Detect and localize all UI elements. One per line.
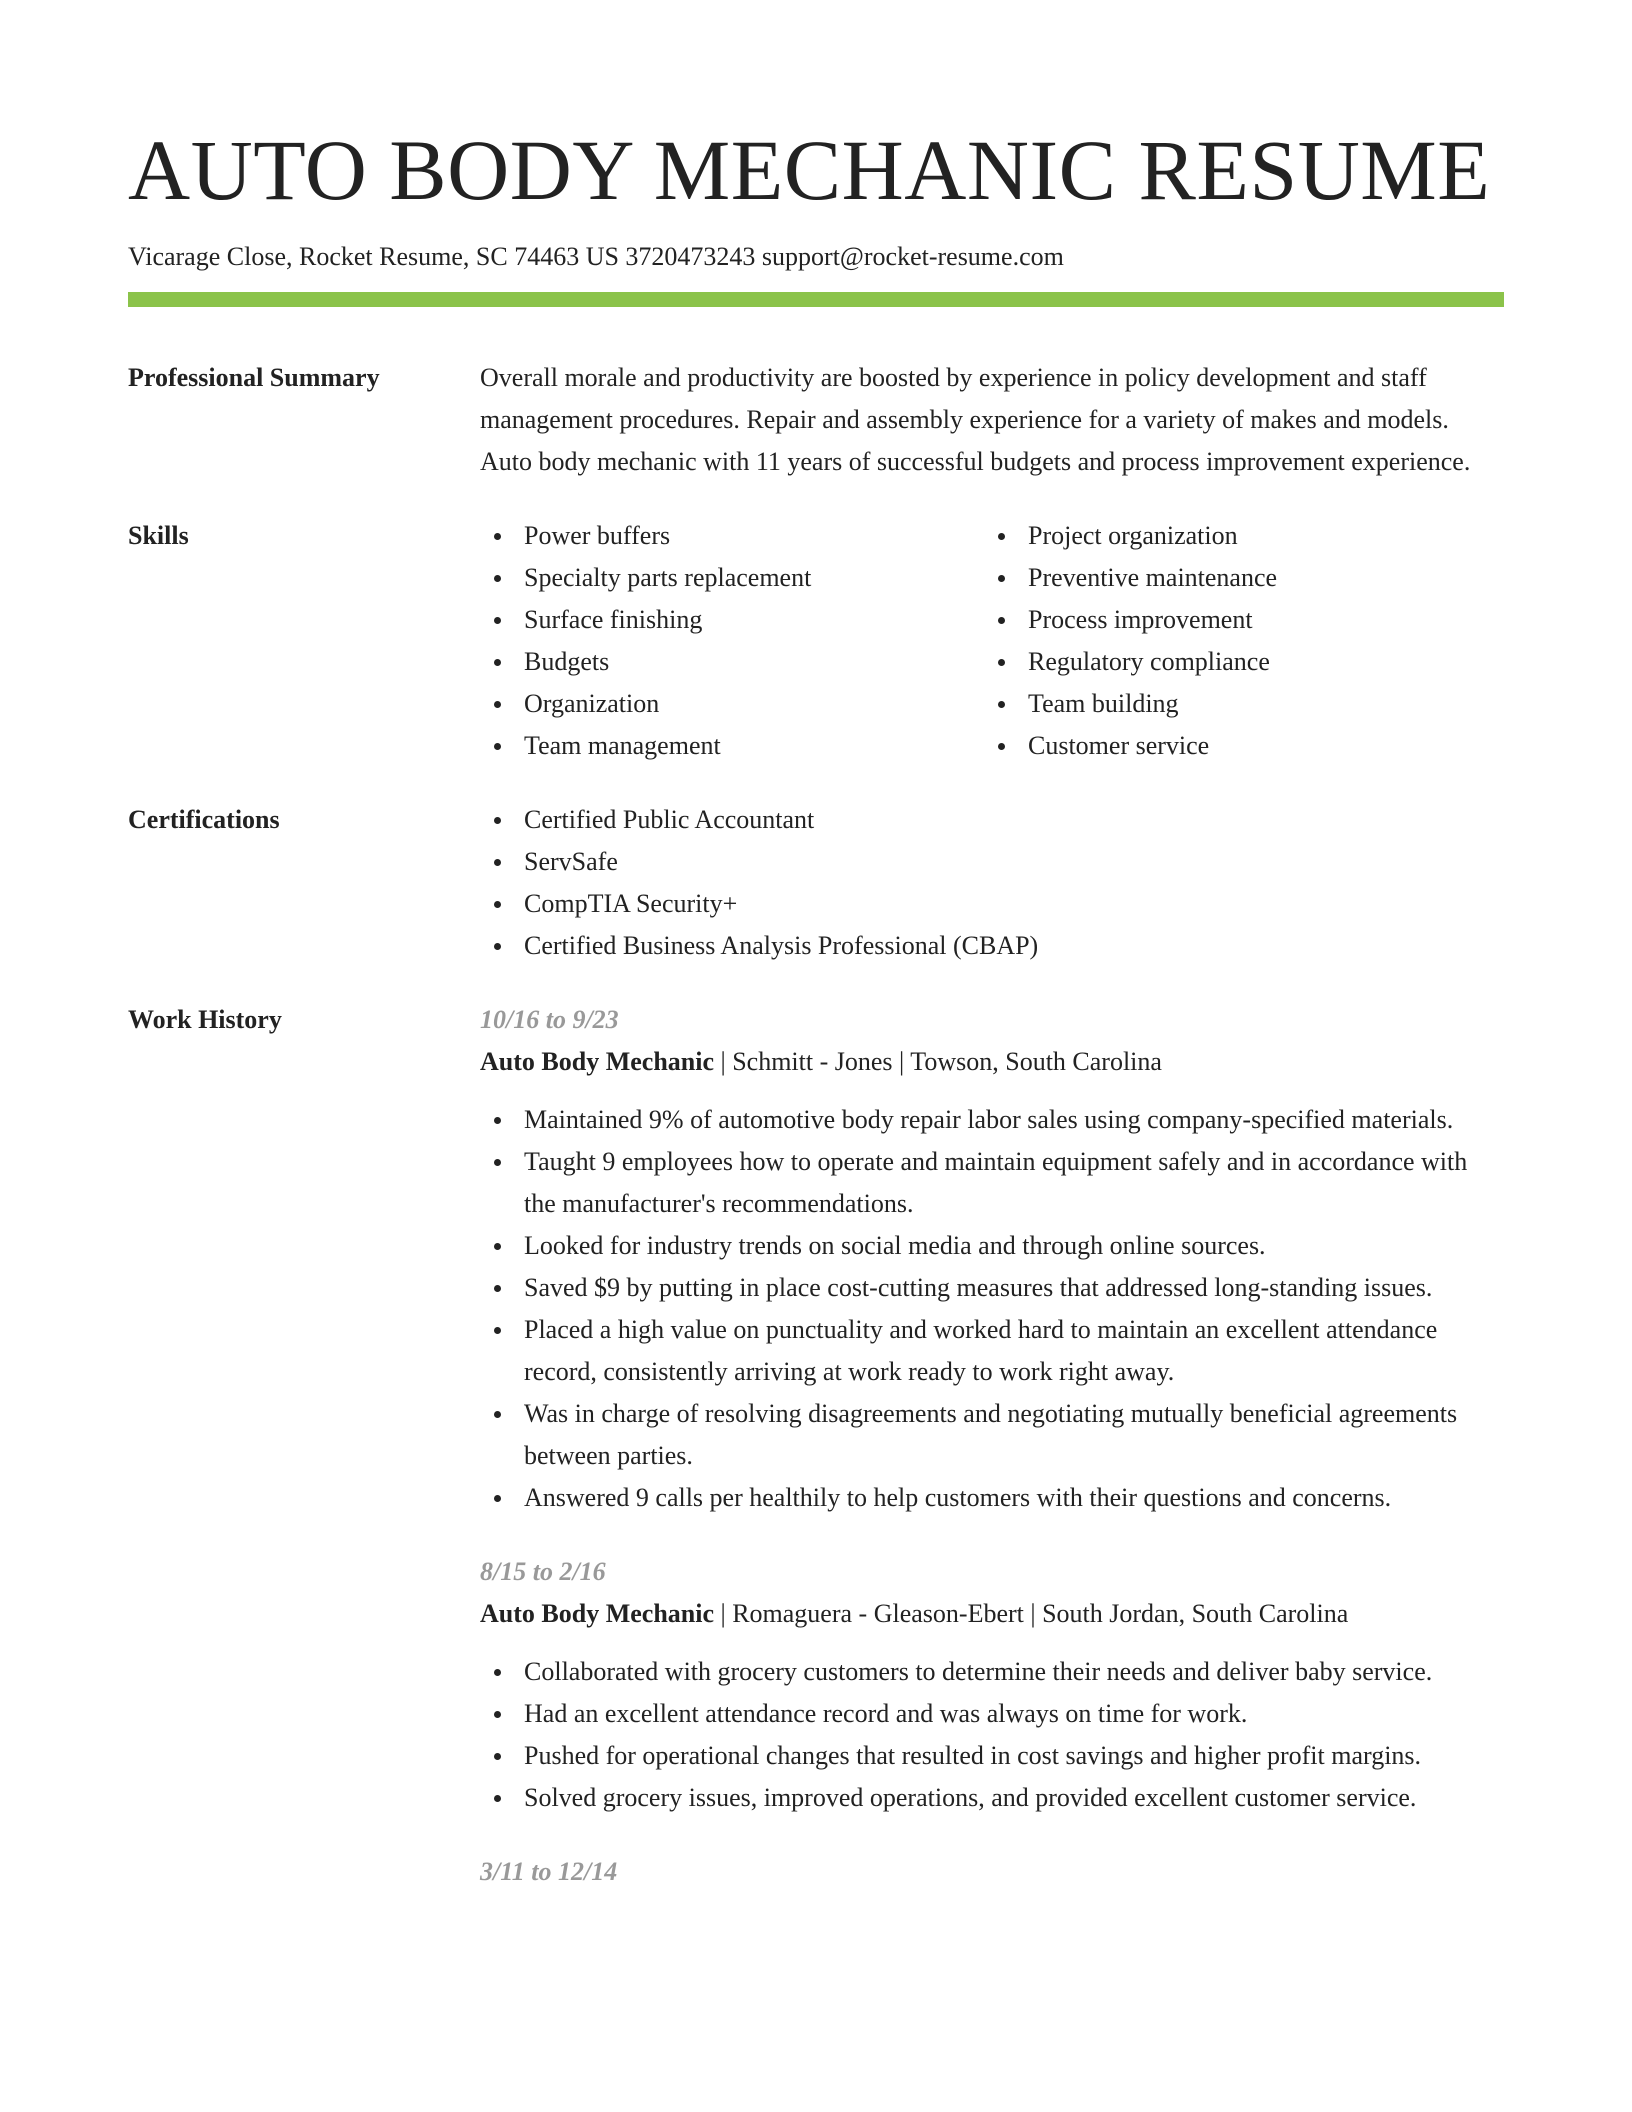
skill-item: Budgets: [480, 641, 984, 683]
job-title-line: [480, 1041, 1504, 1083]
skills-heading: Skills: [128, 521, 189, 550]
contact-line: Vicarage Close, Rocket Resume, SC 74463 US 3720473243 support@rocket-resume.com: [128, 242, 1064, 271]
job-title: Auto Body Mechanic: [480, 1599, 714, 1628]
resume-page: [128, 0, 1504, 1893]
skill-item: Team management: [480, 725, 984, 767]
skill-item: Power buffers: [480, 515, 984, 557]
certification-item: Certified Business Analysis Professional (CBAP): [480, 925, 1504, 967]
job-dates: 10/16 to 9/23: [480, 1005, 619, 1034]
skill-item: Regulatory compliance: [984, 641, 1488, 683]
job-title: Auto Body Mechanic: [480, 1047, 714, 1076]
summary-text: Overall morale and productivity are boosted by experience in policy development and staff management procedures. Repair and assembly experience for a variety of makes and models. Auto body mechanic with 11 years of successful budgets and process improvement experience.: [480, 363, 1471, 476]
resume-title: AUTO BODY MECHANIC RESUME: [128, 122, 1491, 218]
job-details: | Romaguera - Gleason-Ebert | South Jordan, South Carolina: [714, 1599, 1349, 1628]
job-entry: [480, 1551, 1504, 1819]
job-bullet: Pushed for operational changes that resulted in cost savings and higher profit margins.: [480, 1735, 1504, 1777]
certification-item: Certified Public Accountant: [480, 799, 1504, 841]
job-bullet: Placed a high value on punctuality and worked hard to maintain an excellent attendance record, consistently arriving at work ready to work right away.: [480, 1309, 1504, 1393]
job-entry: [480, 1851, 1504, 1893]
skills-list-left: [480, 515, 984, 767]
skill-item: Team building: [984, 683, 1488, 725]
job-title-line: [480, 1593, 1504, 1635]
summary-section: [128, 357, 1504, 483]
skills-list-right: [984, 515, 1488, 767]
job-bullet: Taught 9 employees how to operate and maintain equipment safely and in accordance with the manufacturer's recommendations.: [480, 1141, 1504, 1225]
job-entry: [480, 999, 1504, 1519]
skill-item: Organization: [480, 683, 984, 725]
job-dates: 8/15 to 2/16: [480, 1557, 606, 1586]
certification-item: ServSafe: [480, 841, 1504, 883]
job-bullets: [480, 1651, 1504, 1819]
work-history-section: [128, 999, 1504, 1893]
certifications-section: [128, 799, 1504, 967]
skill-item: Surface finishing: [480, 599, 984, 641]
header-divider: [128, 292, 1504, 307]
job-dates: 3/11 to 12/14: [480, 1857, 618, 1886]
skill-item: Customer service: [984, 725, 1488, 767]
skill-item: Project organization: [984, 515, 1488, 557]
job-bullet: Was in charge of resolving disagreements and negotiating mutually beneficial agreements between parties.: [480, 1393, 1504, 1477]
skill-item: Process improvement: [984, 599, 1488, 641]
certification-item: CompTIA Security+: [480, 883, 1504, 925]
skills-columns: [480, 515, 1504, 767]
job-bullet: Saved $9 by putting in place cost-cutting measures that addressed long-standing issues.: [480, 1267, 1504, 1309]
job-details: | Schmitt - Jones | Towson, South Carolina: [714, 1047, 1162, 1076]
job-bullet: Collaborated with grocery customers to determine their needs and deliver baby service.: [480, 1651, 1504, 1693]
work-history-heading: Work History: [128, 1005, 282, 1034]
skills-section: [128, 515, 1504, 767]
job-bullet: Looked for industry trends on social media and through online sources.: [480, 1225, 1504, 1267]
summary-heading: Professional Summary: [128, 363, 380, 392]
certifications-heading: Certifications: [128, 805, 280, 834]
job-bullet: Maintained 9% of automotive body repair labor sales using company-specified materials.: [480, 1099, 1504, 1141]
job-bullet: Answered 9 calls per healthily to help customers with their questions and concerns.: [480, 1477, 1504, 1519]
certifications-list: [480, 799, 1504, 967]
skill-item: Specialty parts replacement: [480, 557, 984, 599]
job-bullet: Had an excellent attendance record and was always on time for work.: [480, 1693, 1504, 1735]
skill-item: Preventive maintenance: [984, 557, 1488, 599]
job-bullets: [480, 1099, 1504, 1519]
job-bullet: Solved grocery issues, improved operations, and provided excellent customer service.: [480, 1777, 1504, 1819]
